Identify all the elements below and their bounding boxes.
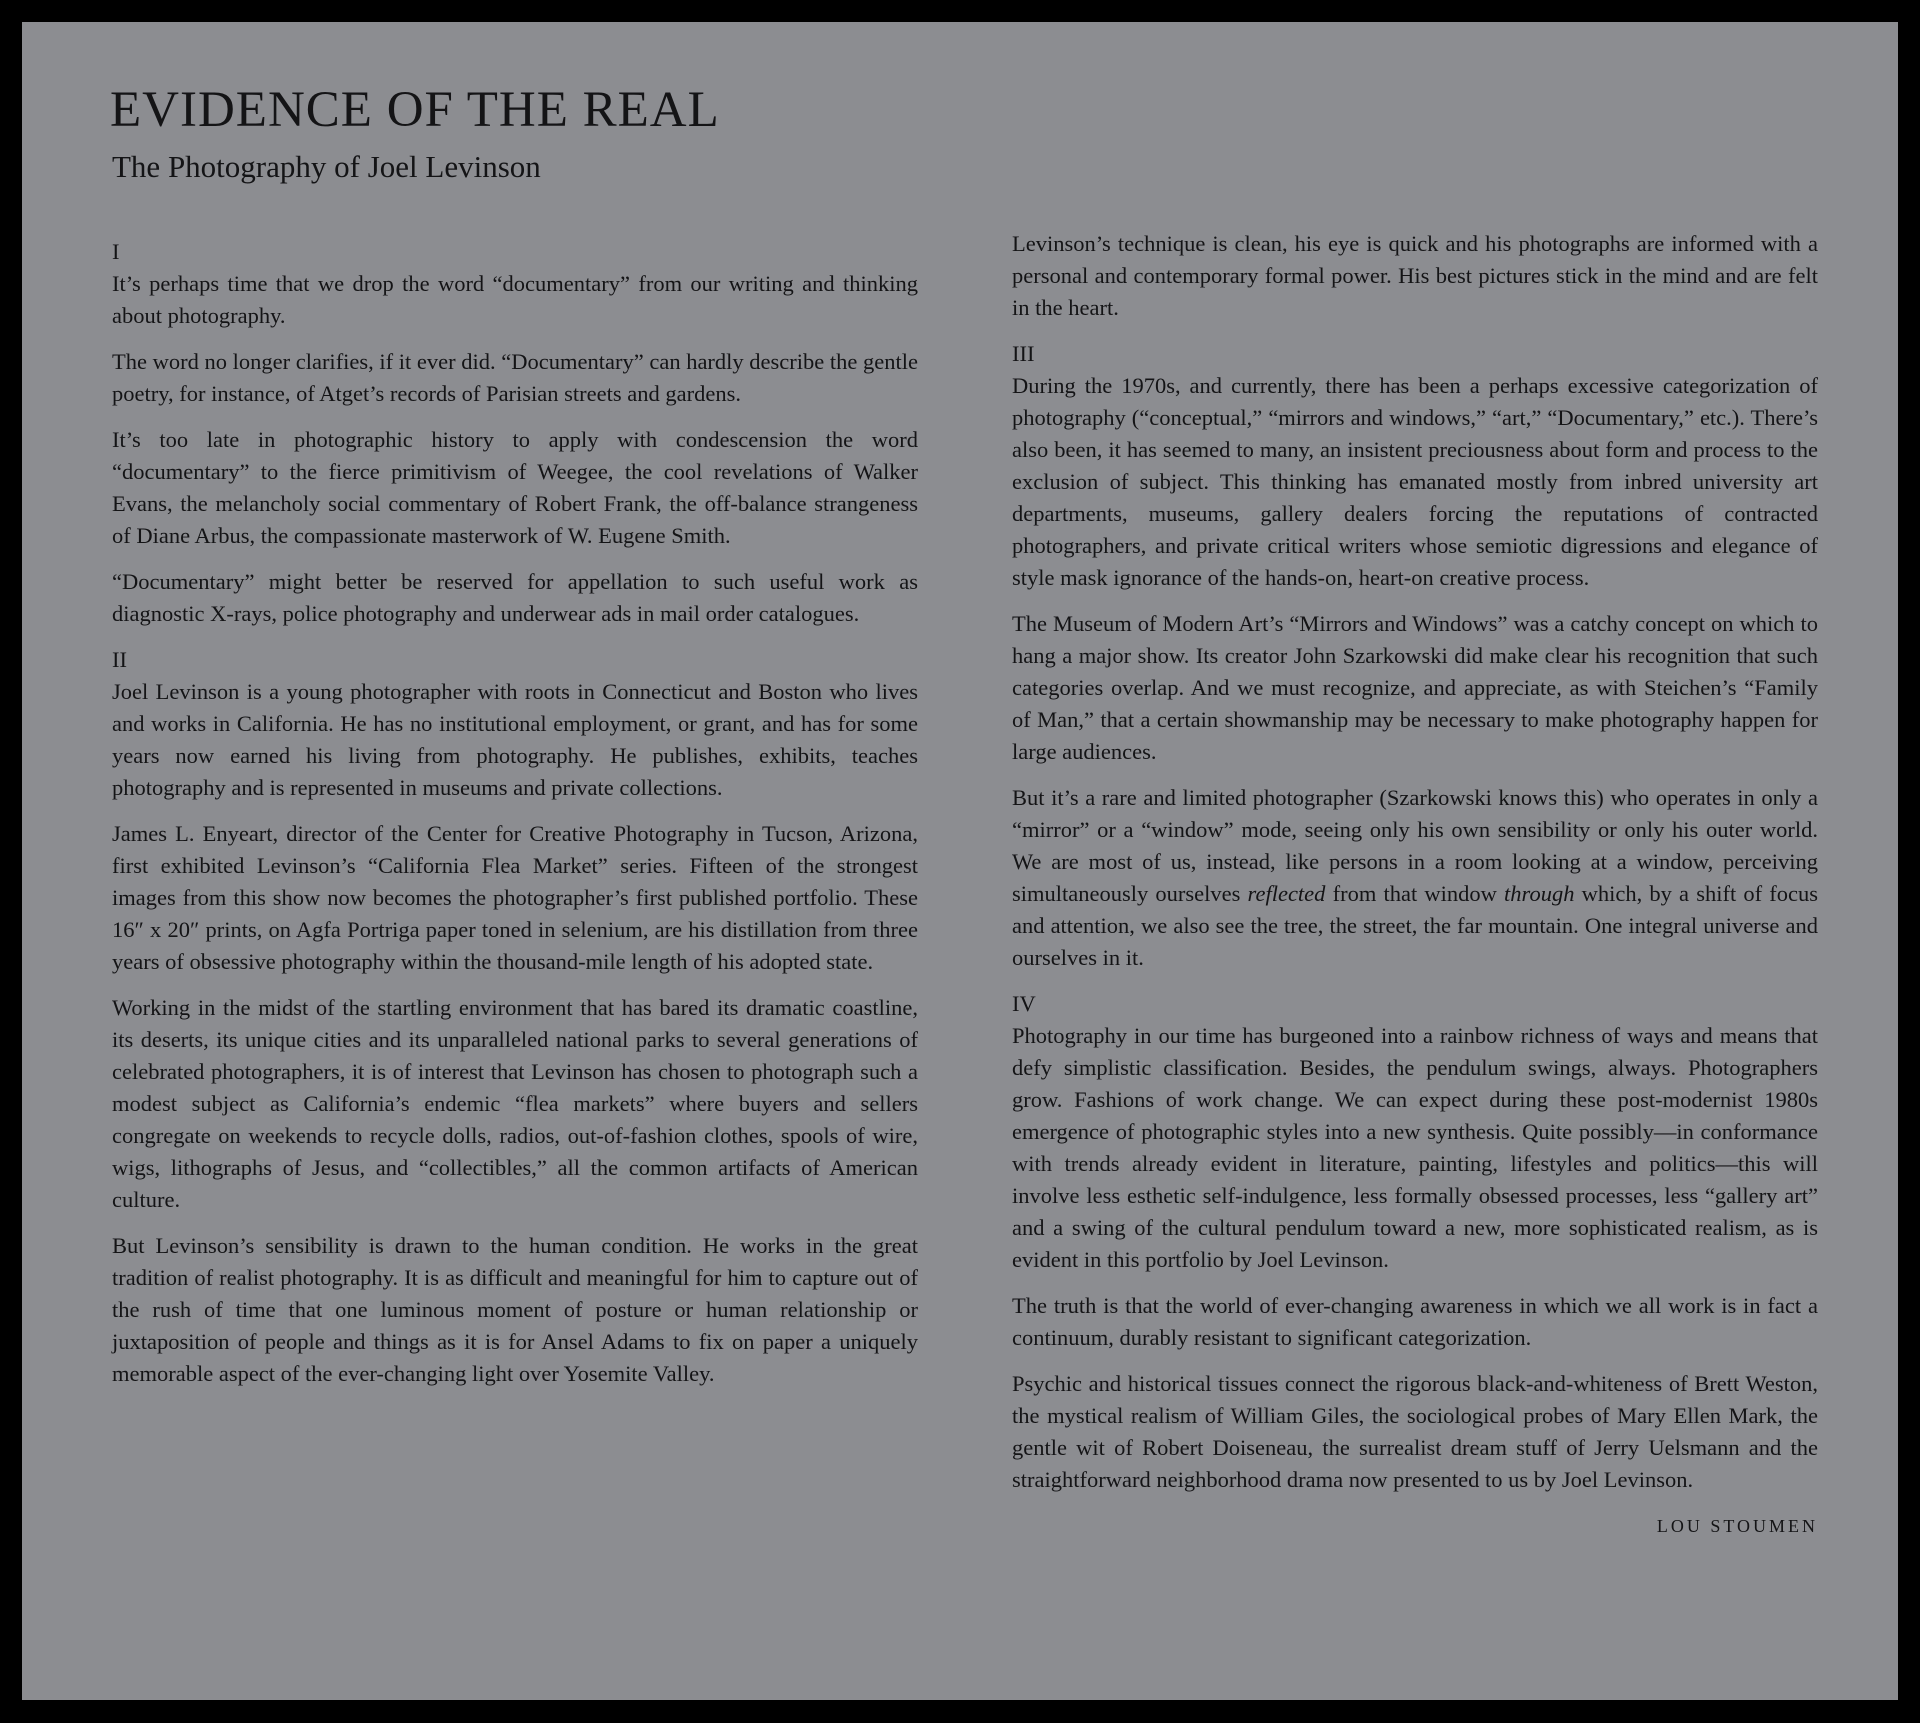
paragraph: “Documentary” might better be reserved for appellation to such useful work as diagnostic X-rays, police photography and underwear ads in mail order catalogues. xyxy=(112,569,918,626)
section-numeral: III xyxy=(1012,341,1035,366)
paragraph: Psychic and historical tissues connect the rigorous black-and-whiteness of Brett Weston, the mystical realism of William Giles, the sociological probes of Mary Ellen Mark, the gentle wit of Robert Doiseneau, the surrealist dream stuff of Jerry Uelsmann and the straightforward neighborhood drama now presented to us by Joel Levinson. xyxy=(1012,1371,1818,1492)
paragraph: It’s perhaps time that we drop the word “documentary” from our writing and thinking about photography. xyxy=(112,271,918,328)
section-4 xyxy=(1012,988,1818,1496)
section-numeral: IV xyxy=(1012,991,1036,1016)
paragraph: Working in the midst of the startling environment that has bared its dramatic coastline, its deserts, its unique cities and its unparalleled national parks to several generations of celebrated photographers, it is of interest that Levinson has chosen to photograph such a modest subject as California’s endemic “flea markets” where buyers and sellers congregate on weekends to recycle dolls, radios, out-of-fashion clothes, spools of wire, wigs, lithographs of Jesus, and “collectibles,” all the common artifacts of American culture. xyxy=(112,995,918,1212)
paragraph: The truth is that the world of ever-changing awareness in which we all work is in fact a continuum, durably resistant to significant categorization. xyxy=(1012,1293,1818,1350)
paragraph: Levinson’s technique is clean, his eye is quick and his photographs are informed with a personal and contemporary formal power. His best pictures stick in the mind and are felt in the heart. xyxy=(1012,231,1818,320)
paragraph-text: But it’s a rare and limited photographer (Szarkowski knows this) who operates in only a “mirror” or a “window” mode, seeing only his own sensibility or only his outer world. We are most of us, instead, like persons in a room looking at a window, perceiving simultaneously ourselves xyxy=(1012,785,1818,906)
paragraph: The Museum of Modern Art’s “Mirrors and Windows” was a catchy concept on which to hang a major show. Its creator John Szarkowski did make clear his recognition that such categories overlap. And we must recognize, and appreciate, as with Steichen’s “Family of Man,” that a certain showmanship may be necessary to make photography happen for large audiences. xyxy=(1012,611,1818,764)
section-numeral: I xyxy=(112,239,120,264)
section-numeral: II xyxy=(112,647,127,672)
paragraph: James L. Enyeart, director of the Center for Creative Photography in Tucson, Arizona, first exhibited Levinson’s “California Flea Market” series. Fifteen of the strongest images from this show now becomes the photographer’s first published portfolio. These 16″ x 20″ prints, on Agfa Portriga paper toned in selenium, are his distillation from three years of obsessive photography within the thousand-mile length of his adopted state. xyxy=(112,821,918,974)
paragraph xyxy=(1012,782,1818,974)
right-column xyxy=(1012,228,1818,1542)
paragraph: The word no longer clarifies, if it ever did. “Documentary” can hardly describe the gentle poetry, for instance, of Atget’s records of Parisian streets and gardens. xyxy=(112,349,918,406)
left-column xyxy=(112,236,918,1404)
section-3 xyxy=(1012,338,1818,974)
paragraph: Photography in our time has burgeoned into a rainbow richness of ways and means that defy simplistic classification. Besides, the pendulum swings, always. Photographers grow. Fashions of work change. We can expect during these post-modernist 1980s emergence of photographic styles into a new synthesis. Quite possibly—in conformance with trends already evident in literature, painting, lifestyles and politics—this will involve less esthetic self-indulgence, less formally obsessed processes, less “gallery art” and a swing of the cultural pendulum toward a new, more sophisticated realism, as is evident in this portfolio by Joel Levinson. xyxy=(1012,1023,1818,1272)
section-2-continued xyxy=(1012,228,1818,324)
page-title: EVIDENCE OF THE REAL xyxy=(110,82,720,138)
section-2 xyxy=(112,644,918,1390)
emphasis-reflected: reflected xyxy=(1247,881,1326,906)
emphasis-through: through xyxy=(1504,881,1575,906)
paragraph: Joel Levinson is a young photographer with roots in Connecticut and Boston who lives and works in California. He has no institutional employment, or grant, and has for some years now earned his living from photography. He publishes, exhibits, teaches photography and is represented in museums and private collections. xyxy=(112,679,918,800)
author-signature: LOU STOUMEN xyxy=(1656,1516,1818,1536)
paragraph-text: which, by a shift of focus and attention, we also see the tree, the street, the far mountain. One integral universe and ourselves in it. xyxy=(1012,881,1818,970)
section-1 xyxy=(112,236,918,630)
paragraph: But Levinson’s sensibility is drawn to the human condition. He works in the great tradition of realist photography. It is as difficult and meaningful for him to capture out of the rush of time that one luminous moment of posture or human relationship or juxtaposition of people and things as it is for Ansel Adams to fix on paper a uniquely memorable aspect of the ever-changing light over Yosemite Valley. xyxy=(112,1233,918,1386)
document-page xyxy=(22,22,1898,1700)
paragraph: It’s too late in photographic history to apply with condescension the word “documentary” to the fierce primitivism of Weegee, the cool revelations of Walker Evans, the melancholy social commentary of Robert Frank, the off-balance strangeness of Diane Arbus, the compassionate masterwork of W. Eugene Smith. xyxy=(112,427,918,548)
page-subtitle: The Photography of Joel Levinson xyxy=(112,149,541,184)
paragraph-text: from that window xyxy=(1325,881,1505,906)
paragraph: During the 1970s, and currently, there has been a perhaps excessive categorization of photography (“conceptual,” “mirrors and windows,” “art,” “Documentary,” etc.). There’s also been, it has seemed to many, an insistent preciousness about form and process to the exclusion of subject. This thinking has emanated mostly from inbred university art departments, museums, gallery dealers forcing the reputations of contracted photographers, and private critical writers whose semiotic digressions and elegance of style mask ignorance of the hands-on, heart-on creative process. xyxy=(1012,373,1818,590)
